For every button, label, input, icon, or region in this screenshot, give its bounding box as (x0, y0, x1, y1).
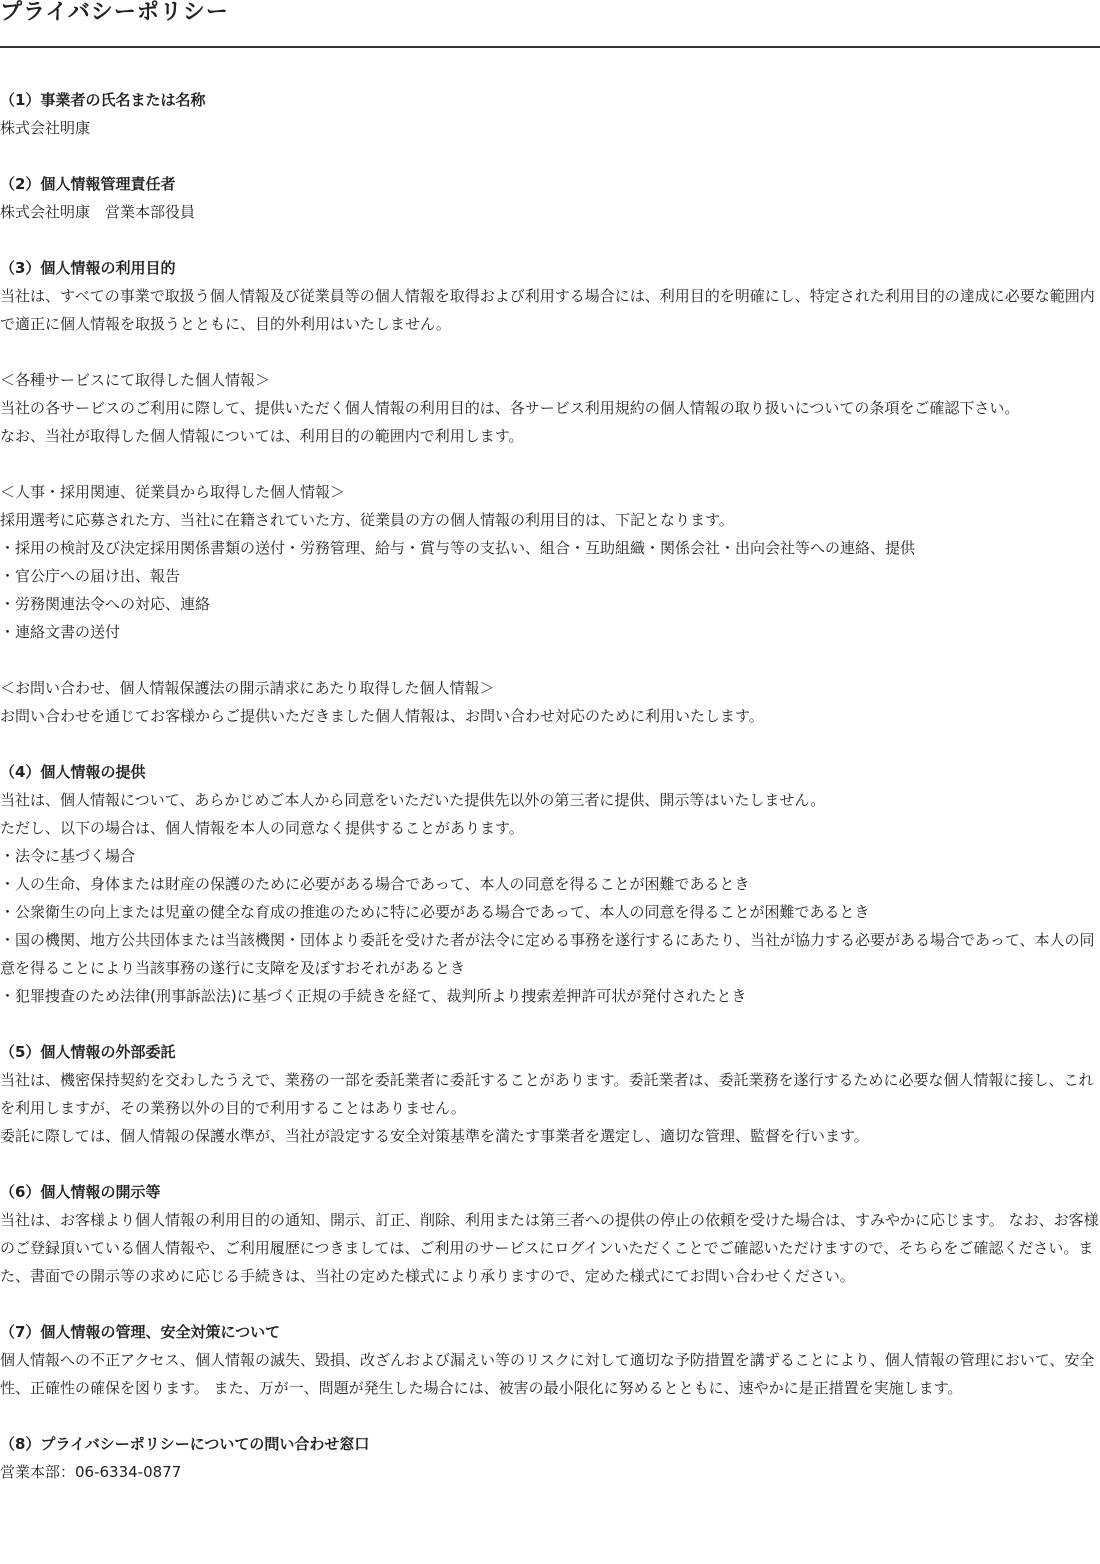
policy-section-6 (0, 1178, 1100, 1290)
section-text: ・連絡文書の送付 (0, 623, 121, 641)
page-title: プライバシーポリシー (0, 0, 229, 25)
section-text: ・人の生命、身体または財産の保護のために必要がある場合であって、本人の同意を得ることが困難であるとき (0, 875, 750, 893)
section-text: 個人情報への不正アクセス、個人情報の滅失、毀損、改ざんおよび漏えい等のリスクに対して適切な予防措置を講ずることにより、個人情報の管理において、安全性、正確性の確保を図ります。 また、万が一、問題が発生した場合には、被害の最小限化に努めるとともに、速やかに是正措置を実施します。 (0, 1351, 1095, 1397)
policy-content (0, 48, 1100, 1486)
section-text: ただし、以下の場合は、個人情報を本人の同意なく提供することがあります。 (0, 819, 524, 837)
subsection (0, 674, 1100, 730)
subsection (0, 366, 1100, 450)
policy-section-8 (0, 1430, 1100, 1486)
section-text: 当社の各サービスのご利用に際して、提供いただく個人情報の利用目的は、各サービス利用規約の個人情報の取り扱いについての条項をご確認下さい。 (0, 399, 1020, 417)
section-heading: （6）個人情報の開示等 (0, 1183, 161, 1201)
section-text: 採用選考に応募された方、当社に在籍されていた方、従業員の方の個人情報の利用目的は、下記となります。 (0, 511, 734, 529)
section-text: 株式会社明康 (0, 119, 91, 137)
section-heading: （1）事業者の氏名または名称 (0, 91, 206, 109)
policy-section-4 (0, 758, 1100, 1010)
section-heading: （5）個人情報の外部委託 (0, 1043, 176, 1061)
section-text: ・犯罪捜査のため法律(刑事訴訟法)に基づく正規の手続きを経て、裁判所より捜索差押許可状が発付されたとき (0, 987, 747, 1005)
section-text: 委託に際しては、個人情報の保護水準が、当社が設定する安全対策基準を満たす事業者を選定し、適切な管理、監督を行います。 (0, 1127, 869, 1145)
section-text: ・官公庁への届け出、報告 (0, 567, 181, 585)
section-text: 当社は、お客様より個人情報の利用目的の通知、開示、訂正、削除、利用または第三者への提供の停止の依頼を受けた場合は、すみやかに応じます。 なお、お客様のご登録頂いている個人情報や、ご利用履歴につきましては、ご利用のサービスにログインいただくことでご確認いただけますので、そちらをご確認ください。また、書面での開示等の求めに応じる手続きは、当社の定めた様式により承りますので、定めた様式にてお問い合わせください。 (0, 1211, 1099, 1285)
section-text: 当社は、すべての事業で取扱う個人情報及び従業員等の個人情報を取得および利用する場合には、利用目的を明確にし、特定された利用目的の達成に必要な範囲内で適正に個人情報を取扱うとともに、目的外利用はいたしません。 (0, 287, 1095, 333)
policy-section-5 (0, 1038, 1100, 1150)
policy-section-2 (0, 170, 1100, 226)
section-heading: （7）個人情報の管理、安全対策について (0, 1323, 281, 1341)
subsection-title: ＜各種サービスにて取得した個人情報＞ (0, 371, 271, 389)
section-heading: （4）個人情報の提供 (0, 763, 146, 781)
section-text: お問い合わせを通じてお客様からご提供いただきました個人情報は、お問い合わせ対応のために利用いたします。 (0, 707, 764, 725)
section-text: 当社は、機密保持契約を交わしたうえで、業務の一部を委託業者に委託することがあります。委託業者は、委託業務を遂行するために必要な個人情報に接し、これを利用しますが、その業務以外の目的で利用することはありません。 (0, 1071, 1094, 1117)
subsection (0, 478, 1100, 646)
section-text: ・公衆衛生の向上または児童の健全な育成の推進のために特に必要がある場合であって、本人の同意を得ることが困難であるとき (0, 903, 870, 921)
section-heading: （2）個人情報管理責任者 (0, 175, 176, 193)
section-text: ・法令に基づく場合 (0, 847, 136, 865)
section-text: ・労務関連法令への対応、連絡 (0, 595, 211, 613)
section-text: 当社は、個人情報について、あらかじめご本人から同意をいただいた提供先以外の第三者に提供、開示等はいたしません。 (0, 791, 826, 809)
section-text: なお、当社が取得した個人情報については、利用目的の範囲内で利用します。 (0, 427, 524, 445)
section-heading: （8）プライバシーポリシーについての問い合わせ窓口 (0, 1435, 370, 1453)
policy-section-7 (0, 1318, 1100, 1402)
section-text: ・採用の検討及び決定採用関係書類の送付・労務管理、給与・賞与等の支払い、組合・互助組織・関係会社・出向会社等への連絡、提供 (0, 539, 916, 557)
subsection-title: ＜お問い合わせ、個人情報保護法の開示請求にあたり取得した個人情報＞ (0, 679, 495, 697)
section-heading: （3）個人情報の利用目的 (0, 259, 176, 277)
policy-section-1 (0, 86, 1100, 142)
section-text: ・国の機関、地方公共団体または当該機関・団体より委託を受けた者が法令に定める事務を遂行するにあたり、当社が協力する必要がある場合であって、本人の同意を得ることにより当該事務の遂行に支障を及ぼすおそれがあるとき (0, 931, 1095, 977)
subsection-title: ＜人事・採用関連、従業員から取得した個人情報＞ (0, 483, 346, 501)
section-text: 株式会社明康 営業本部役員 (0, 203, 196, 221)
section-text: 営業本部：06-6334-0877 (0, 1463, 182, 1481)
policy-section-3 (0, 254, 1100, 730)
